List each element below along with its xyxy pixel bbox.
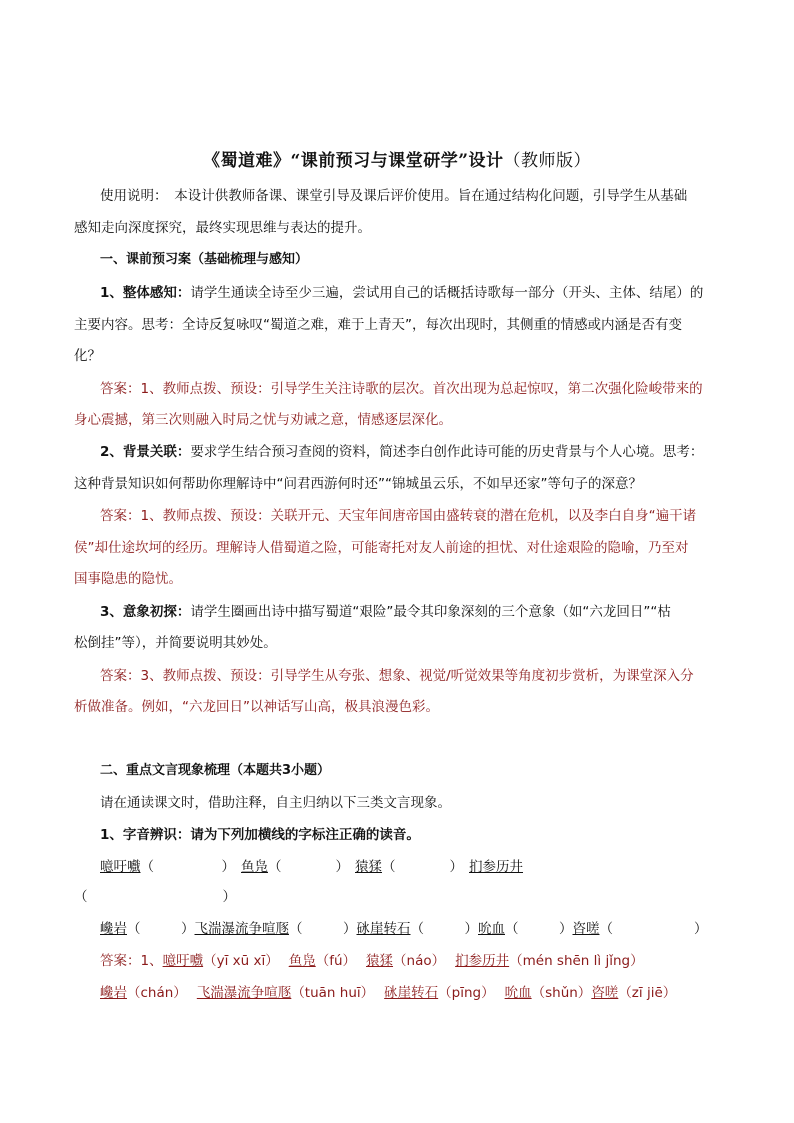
question-3-line-1 [100, 602, 734, 622]
question-3-line-2: 松倒挂”等），并简要说明其妙处。 [74, 635, 277, 651]
question-2-line-1 [100, 442, 734, 462]
question-1-line-2: 主要内容。思考：全诗反复咏叹“蜀道之难，难于上青天”，每次出现时，其侧重的情感或内涵是否有变 [74, 317, 682, 333]
section-2-intro: 请在通读课文时，借助注释，自主归纳以下三类文言现象。 [100, 795, 451, 811]
answer-pinyin: （yī xū xī） [203, 953, 279, 969]
answer-pinyin: （shǔn） [531, 985, 592, 1001]
pronunciation-answer-row-2 [100, 983, 734, 1003]
title-edition: （教师版） [503, 151, 592, 171]
question-3-label: 3、意象初探： [100, 604, 191, 620]
word-chanyan: 巉岩 [100, 921, 127, 937]
pronunciation-row-2 [100, 919, 734, 939]
section-2-heading: 二、重点文言现象梳理（本题共3小题） [100, 763, 331, 778]
answer-pinyin: （fú） [315, 953, 357, 969]
word-yufu: 鱼凫 [241, 859, 268, 875]
answer-word: 鱼凫 [288, 953, 316, 969]
answer-1-line-2: 身心震撼，第三次则融入时局之忧与劝诫之意，情感逐层深化。 [74, 412, 452, 428]
word-zijie: 咨嗟 [572, 921, 600, 937]
answer-word: 巉岩 [100, 985, 127, 1001]
word-menshenlijing: 扪参历井 [469, 859, 523, 875]
answer-word: 砯崖转石 [384, 985, 439, 1001]
section-1-heading: 一、课前预习案（基础梳理与感知） [100, 252, 309, 267]
question-2-label: 2、背景关联： [100, 444, 191, 460]
question-1-line-1 [100, 283, 734, 303]
answer-pinyin: （pīng） [438, 985, 495, 1001]
answer-word: 猿猱 [366, 953, 394, 969]
blank: （ ） [127, 921, 195, 937]
title-main: 《蜀道难》“课前预习与课堂研学”设计 [202, 151, 504, 171]
answer-2-line-1: 答案：1、教师点拨、预设：关联开元、天宝年间唐帝国由盛转衰的潜在危机，以及李白自身“遍干诸 [100, 508, 697, 524]
blank: （ ） [599, 921, 708, 937]
answer-pinyin: （náo） [393, 953, 446, 969]
question-3-text: 请学生圈画出诗中描写蜀道“艰险”最令其印象深刻的三个意象（如“六龙回日”“枯 [190, 604, 671, 620]
blank: （ ） [382, 859, 463, 875]
answer-word: 扪参历井 [455, 953, 510, 969]
answer-pinyin: （mén shēn lì jǐng） [509, 953, 644, 969]
question-1-label: 1、整体感知： [100, 285, 191, 301]
blank: （ ） [268, 859, 349, 875]
question-2-line-2: 这种背景知识如何帮助你理解诗中“问君西游何时还”“锦城虽云乐，不如早还家”等句子的深意？ [74, 476, 642, 492]
pronunciation-row-1 [100, 857, 734, 877]
answer-pinyin: （zī jiē） [618, 985, 677, 1001]
answer-2-line-2: 侯”却仕途坎坷的经历。理解诗人借蜀道之险，可能寄托对友人前途的担忧、对仕途艰险的隐喻，乃至对 [74, 540, 689, 556]
answer-word: 吮血 [504, 985, 532, 1001]
blank: （ ） [505, 921, 573, 937]
question-2-text: 要求学生结合预习查阅的资料，简述李白创作此诗可能的历史背景与个人心境。思考： [190, 444, 704, 460]
answer-prefix: 答案：1、 [100, 953, 163, 969]
usage-line-1: 使用说明： 本设计供教师备课、课堂引导及课后评价使用。旨在通过结构化问题，引导学生从基础 [100, 188, 688, 204]
question-1-text: 请学生通读全诗至少三遍，尝试用自己的话概括诗歌每一部分（开头、主体、结尾）的 [190, 285, 704, 301]
section-2-question-1: 1、字音辨识：请为下列加横线的字标注正确的读音。 [100, 827, 420, 843]
answer-pinyin: （tuān huī） [291, 985, 375, 1001]
word-shunxue: 吮血 [478, 921, 505, 937]
answer-3-line-2: 析做准备。例如，“六龙回日”以神话写山高，极具浪漫色彩。 [74, 699, 439, 715]
blank: （ ） [410, 921, 478, 937]
answer-1-line-1: 答案：1、教师点拨、预设：引导学生关注诗歌的层次。首次出现为总起惊叹，第二次强化险峻带来的 [100, 381, 703, 397]
document-title [0, 146, 794, 171]
answer-word: 咨嗟 [591, 985, 619, 1001]
pronunciation-row-1-blank: （ ） [74, 889, 236, 905]
usage-line-2: 感知走向深度探究，最终实现思维与表达的提升。 [74, 220, 371, 236]
blank: （ ） [289, 921, 357, 937]
answer-word: 飞湍瀑流争喧豗 [196, 985, 292, 1001]
answer-word: 噫吁嚱 [162, 953, 204, 969]
word-pingya: 砯崖转石 [356, 921, 411, 937]
word-yuannao: 猿猱 [355, 859, 382, 875]
blank: （ ） [140, 859, 235, 875]
word-yixuxi: 噫吁嚱 [100, 859, 141, 875]
answer-pinyin: （chán） [127, 985, 187, 1001]
pronunciation-answer-row-1 [100, 951, 734, 971]
word-feituan: 飞湍瀑流争喧豗 [194, 921, 289, 937]
question-1-line-3: 化？ [74, 348, 101, 364]
answer-2-line-3: 国事隐患的隐忧。 [74, 571, 182, 587]
answer-3-line-1: 答案：3、教师点拨、预设：引导学生从夸张、想象、视觉/听觉效果等角度初步赏析，为课堂深入分 [100, 668, 694, 684]
